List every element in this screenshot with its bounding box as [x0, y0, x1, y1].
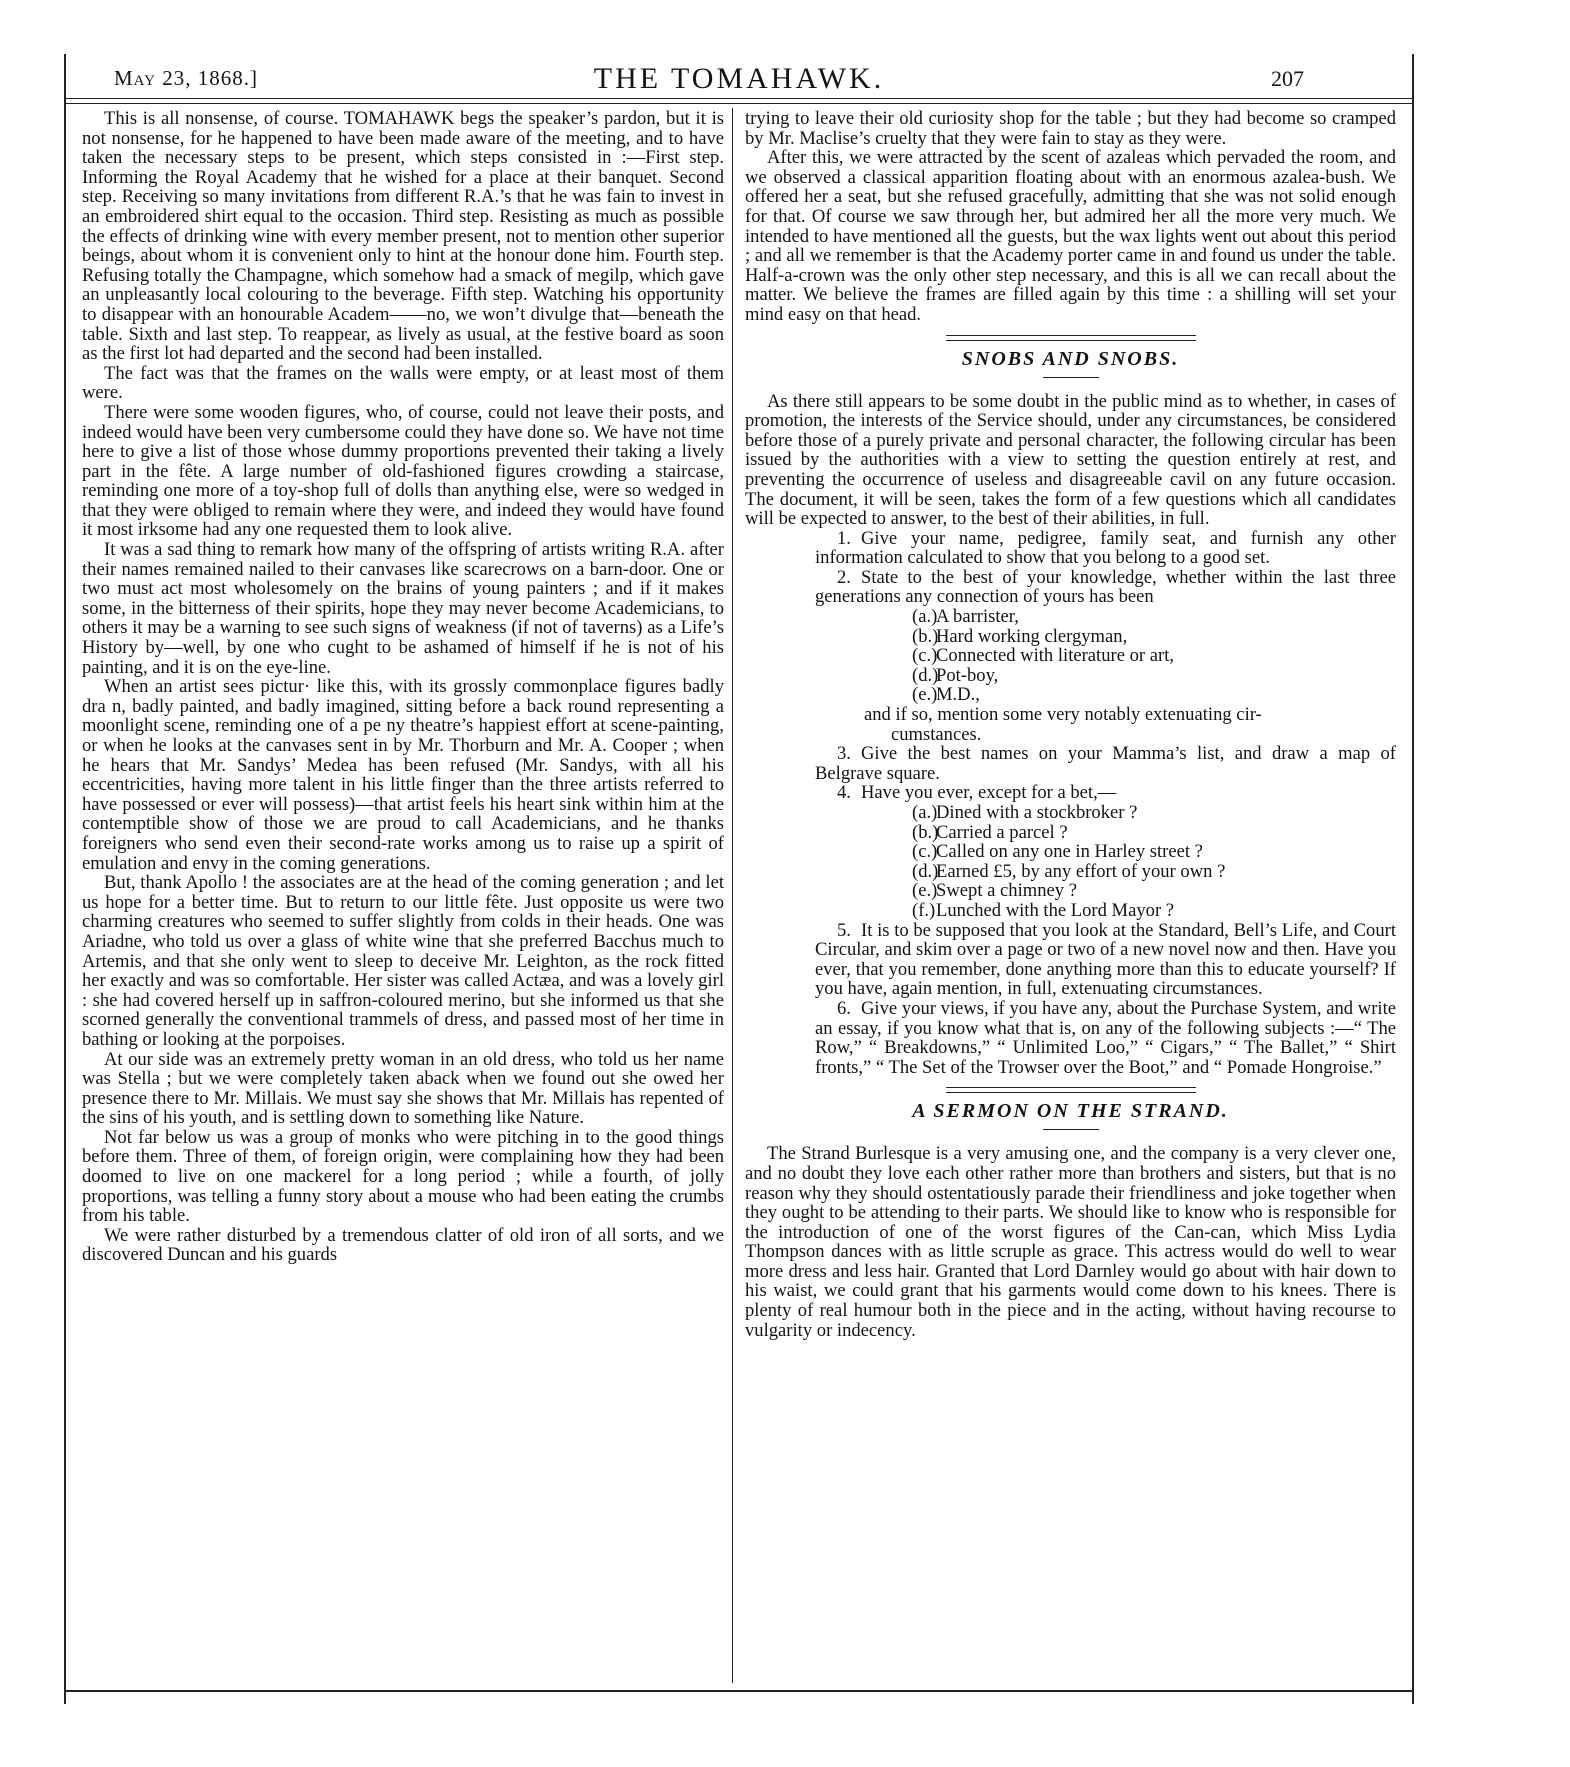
paragraph: The fact was that the frames on the walls were empty, or at least most of them were.	[82, 362, 724, 404]
sub-item: (d.)Earned £5, by any effort of your own ?	[912, 860, 1226, 882]
question-item: 5. It is to be supposed that you look at the Standard, Bell’s Life, and Court Circular, and skim over a page or two of a new novel now and then. Have you ever, that you remember, done anything more than this to educate yourself? If you have, again mention, in full, extenuating circumstances.	[815, 919, 1396, 1000]
section-double-rule	[946, 1087, 1196, 1093]
left-column	[82, 109, 724, 1265]
sub-item: (f.)Lunched with the Lord Mayor ?	[912, 899, 1175, 921]
footer-rule	[66, 1690, 1412, 1692]
issue-date: May 23, 1868.]	[114, 66, 258, 90]
continued-paragraph: trying to leave their old curiosity shop for the table ; but they had become so cramped by Mr. Maclise’s cruelty that they were fain to stay as they were.	[745, 108, 1396, 149]
paragraph: When an artist sees pictur· like this, with its grossly commonplace figures badly dra n, badly painted, and badly imagined, sitting before a back round representing a moonlight scene, reminding one of a pe ny theatre’s happiest effort at scene-painting, or when he looks at the canvases sent in by Mr. Thorburn and Mr. A. Cooper ; when he hears that Mr. Sandys’ Medea has been refused (Mr. Sandys, with all his eccentricities, having more talent in his little finger than the three artists referred to have possessed or ever will possess)—that artist feels his heart sink within him at the contemptible show of those we are proud to call Academicians, and he thanks foreigners who send even their second-rate works among us to raise up a spirit of emulation and envy in the coming generations.	[82, 676, 724, 874]
paragraph: This is all nonsense, of course. TOMAHAWK begs the speaker’s pardon, but it is not nonsense, for he happened to have been made aware of the meeting, and to have taken the necessary steps to be present, which steps consisted in :—First step. Informing the Royal Academy that he wished for a place at their banquet. Second step. Receiving so many invitations from different R.A.’s that he was fain to invest in an embroidered shirt equal to the occasion. Third step. Resisting as much as possible the effects of drinking wine with every member present, not to mention other superior beings, about whom it is convenient only to hint at the honour done him. Fourth step. Refusing totally the Champagne, which somehow had a smack of megilp, which gave an unpleasantly local colouring to the beverage. Fifth step. Watching his opportunity to disappear with an honourable Academ——no, we won’t divulge that—beneath the table. Sixth and last step. To reappear, as lively as usual, at the festive board as soon as the first lot had departed and the second had been installed.	[82, 108, 724, 365]
newspaper-page	[64, 54, 1414, 1704]
question-item: 1. Give your name, pedigree, family seat, and furnish any other information calculated to show that you belong to a good set.	[815, 527, 1396, 569]
sub-item: (d.)Pot-boy,	[912, 664, 999, 686]
paragraph: Not far below us was a group of monks who were pitching in to the good things before them. Three of them, of foreign origin, were complaining how they had been doomed to live on one mackerel for a long period ; while a fourth, of jolly proportions, was telling a funny story about a mouse who had been eating the crumbs from his table.	[82, 1126, 724, 1227]
question-item: 4. Have you ever, except for a bet,—	[837, 782, 1117, 804]
question-followup: and if so, mention some very notably extenuating cir- cumstances.	[864, 704, 1262, 745]
question-item: 2. State to the best of your knowledge, whether within the last three generations any connection of yours has been	[815, 566, 1396, 608]
paragraph: The Strand Burlesque is a very amusing one, and the company is a very clever one, and no doubt they love each other rather more than brothers and sisters, but that is no reason why they should ostentatiously parade their friendliness and joke together when they ought to be attending to their parts. We should like to know who is responsible for the introduction of one of the worst figures of the Can-can, which Miss Lydia Thompson dances with as little scruple as grace. This actress would do well to wear more dress and less hair. Granted that Lord Darnley would go about with hair down to his waist, we could grant that his garments would come down to his knees. There is plenty of real humour both in the piece and in the acting, without having recourse to vulgarity or indecency.	[745, 1143, 1396, 1341]
section-heading: SNOBS AND SNOBS.	[961, 347, 1180, 370]
section-intro: As there still appears to be some doubt in the public mind as to whether, in cases of promotion, the interests of the Service should, under any circumstances, be considered before those of a purely private and personal character, the following circular has been issued by the authorities with a view to setting the question entirely at rest, and preventing the occurrence of useless and disagreeable cavil on any future occasion. The document, it will be seen, takes the form of a few questions which all candidates will be expected to answer, to the best of their abilities, in full.	[745, 390, 1396, 530]
paragraph: At our side was an extremely pretty woman in an old dress, who told us her name was Stella ; but we were completely taken aback when we found out she owed her presence there to Mr. Millais. We must say she shows that Mr. Millais has repented of the sins of his youth, and is settling down to something like Nature.	[82, 1048, 724, 1129]
paragraph: But, thank Apollo ! the associates are at the head of the coming generation ; and let us hope for a better time. But to return to our little fête. Just opposite us were two charming creatures who seemed to suffer slightly from colds in their heads. One was Ariadne, who told us over a glass of white wine that she preferred Bacchus much to Artemis, and that she only went to sleep to deceive Mr. Leighton, as the rock fitted her exactly and was so comfortable. Her sister was called Actæa, and was a lovely girl : she had covered herself up in saffron-coloured merino, but she informed us that she scorned generally the conventional trammels of dress, and passed most of her time in bathing or looking at the porpoises.	[82, 872, 724, 1050]
paragraph: We were rather disturbed by a tremendous clatter of old iron of all sorts, and we discovered Duncan and his guards	[82, 1224, 724, 1266]
heading-underline	[1043, 377, 1099, 378]
sub-item: (e.)Swept a chimney ?	[912, 880, 1077, 902]
masthead-title: THE TOMAHAWK.	[593, 62, 885, 95]
sub-item: (c.)Called on any one in Harley street ?	[912, 841, 1203, 863]
sub-item: (a.)Dined with a stockbroker ?	[912, 802, 1138, 823]
column-separator	[732, 108, 733, 1683]
sub-item: (e.)M.D.,	[912, 684, 980, 706]
page-header	[66, 54, 1412, 102]
question-item: 3. Give the best names on your Mamma’s list, and draw a map of Belgrave square.	[815, 743, 1396, 784]
sub-item: (c.)Connected with literature or art,	[912, 645, 1175, 667]
sub-item: (b.)Hard working clergyman,	[912, 625, 1128, 647]
section-double-rule	[946, 335, 1196, 341]
header-double-rule	[66, 98, 1412, 104]
question-list	[745, 529, 1396, 1078]
paragraph: There were some wooden figures, who, of course, could not leave their posts, and indeed would have been very cumbersome could they have done so. We have not time here to give a list of those whose dummy proportions prevented their taking a lively part in the fête. A large number of old-fashioned figures crowding a staircase, reminding one more of a toy-shop full of dolls than anything else, were so wedged in that they were obliged to remain where they were, and indeed they would have found it most irksome had any one requested them to look alive.	[82, 401, 724, 541]
section-heading: A SERMON ON THE STRAND.	[912, 1100, 1229, 1123]
question-item: 6. Give your views, if you have any, about the Purchase System, and write an essay, if you know what that is, on any of the following subjects :—“ The Row,” “ Breakdowns,” “ Unlimited Loo,” “ Cigars,” “ The Ballet,” “ Shirt fronts,” “ The Set of the Trowser over the Boot,” and “ Pomade Hongroise.”	[815, 997, 1396, 1078]
sub-item: (b.)Carried a parcel ?	[912, 821, 1068, 843]
heading-underline	[1043, 1129, 1099, 1130]
right-column	[745, 109, 1396, 1340]
paragraph: After this, we were attracted by the scent of azaleas which pervaded the room, and we observed a classical apparition floating about with an enormous azalea-bush. We offered her a seat, but she refused gracefully, admitting that she was not solid enough for that. Of course we saw through her, but admired her all the more very much. We intended to have mentioned all the guests, but the wax lights went out about this period ; and all we remember is that the Academy porter came in and found us under the table. Half-a-crown was the only other step necessary, and this is all we can recall about the matter. We believe the frames are filled again by this time : a shilling will set your mind easy on that head.	[745, 147, 1396, 325]
page-number: 207	[1271, 66, 1304, 91]
paragraph: It was a sad thing to remark how many of the offspring of artists writing R.A. after their names remained nailed to their canvases like scarecrows on a barn-door. One or two must act most wholesomely on the brains of young painters ; and if it makes some, in the bitterness of their spirits, hope they may never become Academicians, to others it may be a warning to see such signs of weakness (if not of taverns) as a Life’s History by—well, by one who cught to be ashamed of himself if he is not of his painting, and it is on the eye-line.	[82, 539, 724, 678]
sub-item: (a.)A barrister,	[912, 606, 1019, 628]
